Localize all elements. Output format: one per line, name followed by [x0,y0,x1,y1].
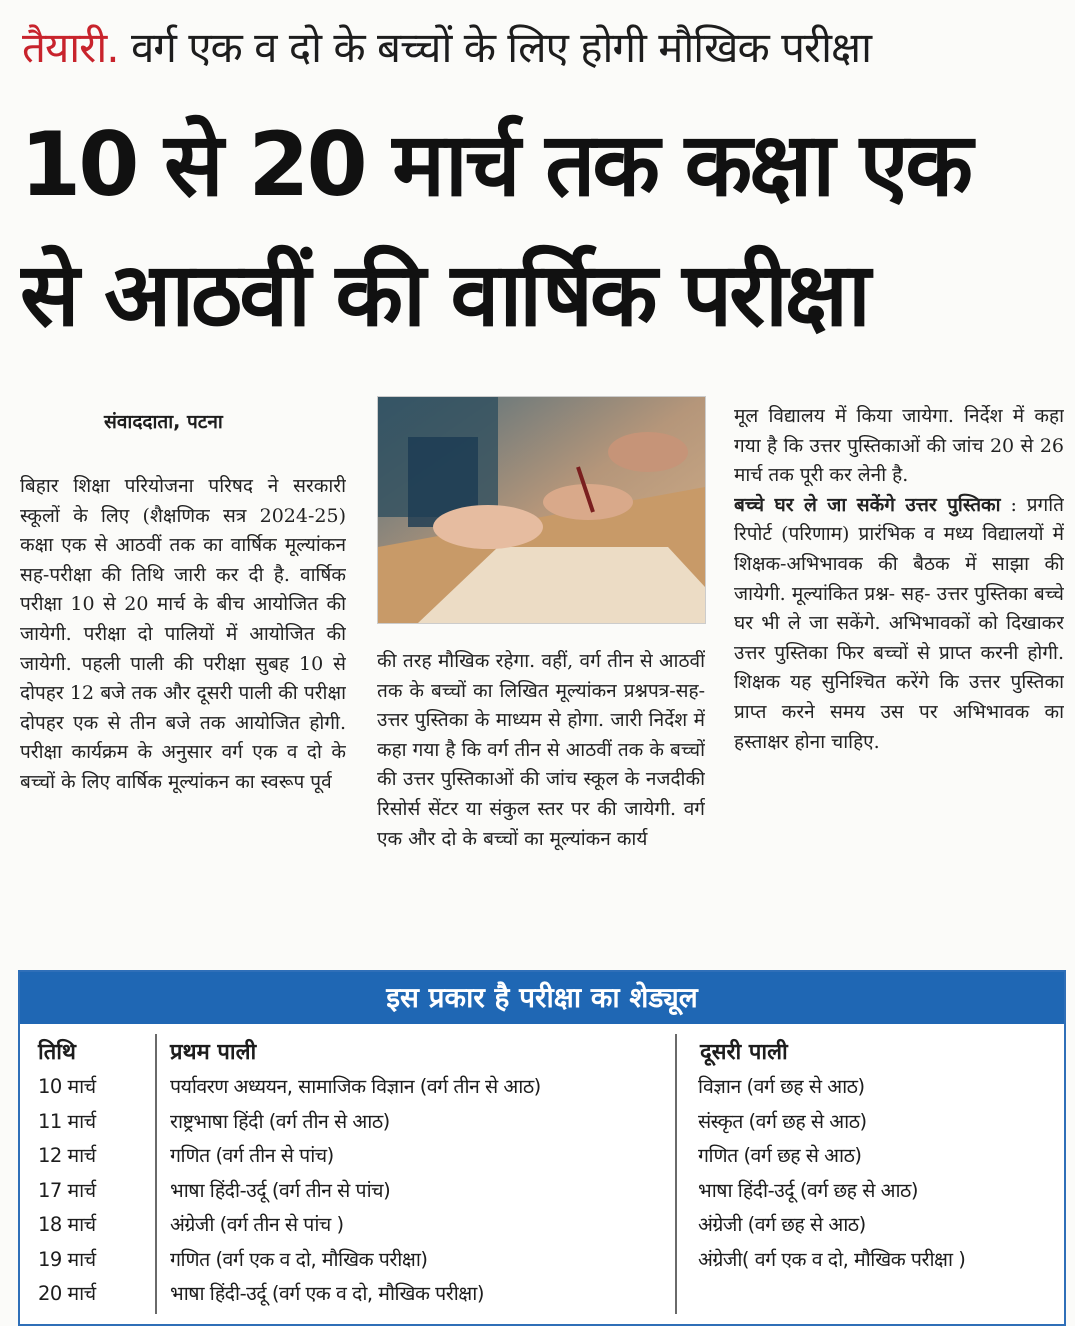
column-divider [155,1034,157,1314]
kicker-text: वर्ग एक व दो के बच्चों के लिए होगी मौखिक परीक्षा [130,23,872,72]
schedule-second-shift-cell: अंग्रेजी( वर्ग एक व दो, मौखिक परीक्षा ) [698,1247,966,1271]
schedule-first-shift-cell: भाषा हिंदी-उर्दू (वर्ग एक व दो, मौखिक परीक्षा) [170,1282,484,1305]
schedule-first-shift-cell: अंग्रेजी (वर्ग तीन से पांच ) [170,1213,344,1236]
schedule-second-shift-cell: विज्ञान (वर्ग छह से आठ) [698,1075,865,1098]
header-second-shift: दूसरी पाली [700,1040,788,1065]
schedule-first-shift-cell: पर्यावरण अध्ययन, सामाजिक विज्ञान (वर्ग तीन से आठ) [170,1075,541,1098]
header-date: तिथि [38,1040,76,1065]
header-first-shift: प्रथम पाली [170,1040,257,1065]
column-3-text-a: मूल विद्यालय में किया जायेगा. निर्देश में कहा गया है कि उत्तर पुस्तिकाओं की जांच 20 से 26 मार्च तक पूरी कर लेनी है. [734,405,1064,487]
column-3-text-b: : प्रगति रिपोर्ट (परिणाम) प्रारंभिक व मध्य विद्यालयों में शिक्षक-अभिभावक की बैठक में साझा की जायेगी. मूल्यांकित प्रश्न- सह- उत्तर पुस्तिका बच्चे घर भी ले जा सकेंगे. अभिभावकों को दिखाकर उत्तर पुस्तिका फिर बच्चों से प्राप्त करनी होगी. शिक्षक यह सुनिश्चित करेंगे कि उत्तर पुस्तिका प्राप्त करने समय उस पर अभिभावक का हस्ताक्षर होना चाहिए. [734,493,1064,753]
students-writing-photo [378,397,705,623]
headline-kicker [22,18,1062,78]
article-column-2: की तरह मौखिक रहेगा. वहीं, वर्ग तीन से आठवीं तक के बच्चों का लिखित मूल्यांकन प्रश्नपत्र-सह-उत्तर पुस्तिका के माध्यम से होगा. जारी निर्देश में कहा गया है कि वर्ग तीन से आठवीं तक के बच्चों की उत्तर पुस्तिकाओं की जांच स्कूल के नजदीकी रिसोर्स सेंटर या संकुल स्तर पर की जायेगी. वर्ग एक और दो के बच्चों का मूल्यांकन कार्य [377,650,705,850]
schedule-date-cell: 11 मार्च [38,1109,96,1133]
article-column-1: बिहार शिक्षा परियोजना परिषद ने सरकारी स्कूलों के लिए (शैक्षणिक सत्र 2024-25) कक्षा एक से आठवीं तक का वार्षिक मूल्यांकन सह-परीक्षा की तिथि जारी कर दी है. वार्षिक परीक्षा 10 से 20 मार्च के बीच आयोजित की जायेगी. परीक्षा दो पालियों में आयोजित की जायेगी. पहली पाली की परीक्षा सुबह 10 से दोपहर 12 बजे तक और दूसरी पाली की परीक्षा दोपहर एक से तीन बजे तक आयोजित होगी. परीक्षा कार्यक्रम के अनुसार वर्ग एक व दो के बच्चों के लिए वार्षिक मूल्यांकन का स्वरूप पूर्व [20,475,346,793]
schedule-date-cell: 17 मार्च [38,1178,96,1202]
schedule-second-shift-cell: भाषा हिंदी-उर्दू (वर्ग छह से आठ) [698,1178,918,1202]
schedule-date-cell: 20 मार्च [38,1282,96,1305]
schedule-date-cell: 18 मार्च [38,1213,96,1236]
schedule-second-shift-cell: अंग्रेजी (वर्ग छह से आठ) [698,1213,866,1236]
schedule-first-shift-cell: गणित (वर्ग तीन से पांच) [170,1144,334,1167]
schedule-first-shift-cell: भाषा हिंदी-उर्दू (वर्ग तीन से पांच) [170,1178,391,1202]
schedule-first-shift-cell: गणित (वर्ग एक व दो, मौखिक परीक्षा) [170,1247,428,1271]
schedule-first-shift-cell: राष्ट्रभाषा हिंदी (वर्ग तीन से आठ) [170,1109,390,1133]
schedule-date-cell: 12 मार्च [38,1144,96,1167]
kicker-tag: तैयारी. [22,23,119,72]
headline-line-2: से आठवीं की वार्षिक परीक्षा [20,243,868,346]
schedule-date-cell: 10 मार्च [38,1075,96,1098]
main-headline [20,100,1060,360]
schedule-second-shift-cell: गणित (वर्ग छह से आठ) [698,1144,862,1167]
column-divider [675,1034,677,1314]
schedule-second-shift-cell: संस्कृत (वर्ग छह से आठ) [698,1109,867,1133]
article-subhead: बच्चे घर ले जा सकेंगे उत्तर पुस्तिका [734,493,1001,516]
article-photo [377,396,706,624]
article-column-3 [734,402,1064,962]
schedule-title: इस प्रकार है परीक्षा का शेड्यूल [20,972,1064,1024]
headline-line-1: 10 से 20 मार्च तक कक्षा एक [20,113,970,216]
byline: संवाददाता, पटना [104,411,223,433]
exam-schedule-box [18,970,1066,1326]
schedule-date-cell: 19 मार्च [38,1247,96,1271]
